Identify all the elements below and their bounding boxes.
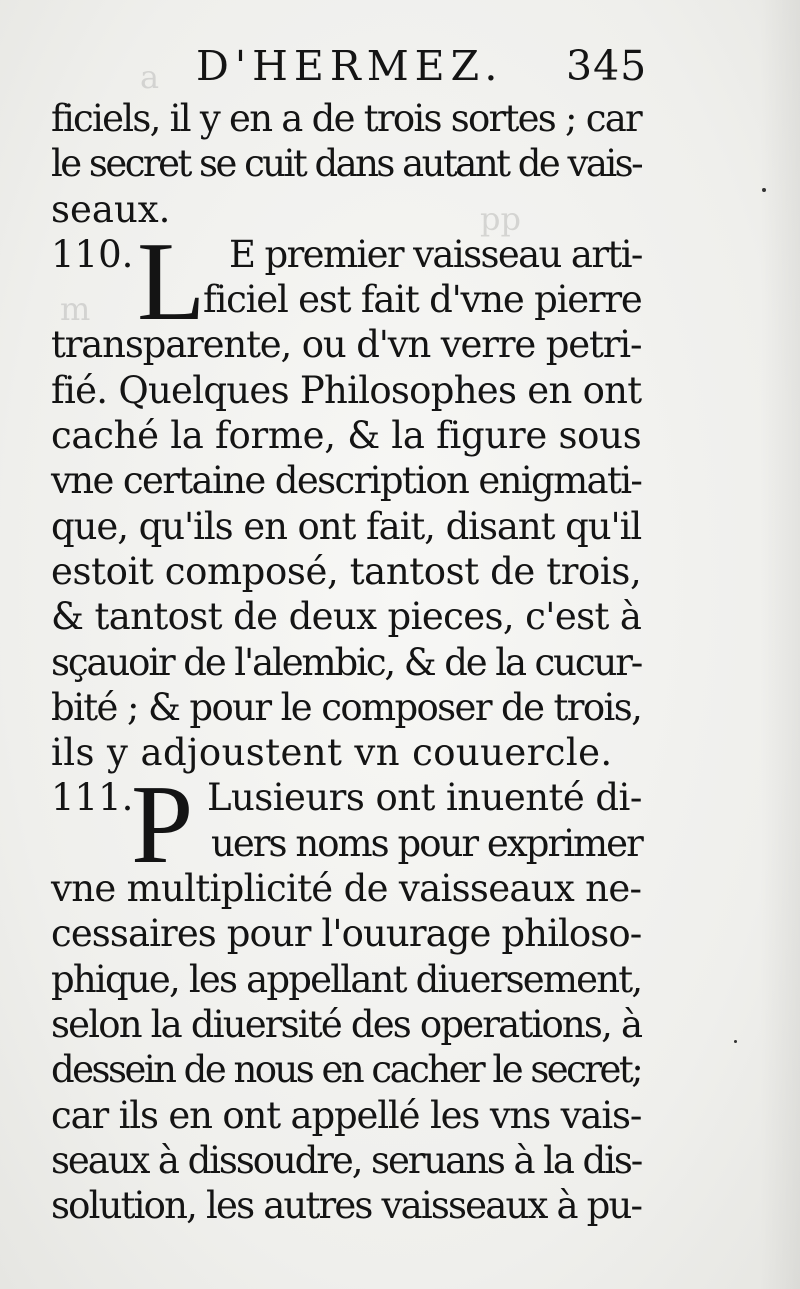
running-head: D'HERMEZ. bbox=[196, 42, 504, 90]
text-line: & tantost de deux pieces, c'est à bbox=[51, 595, 642, 639]
text-line: transparente, ou d'vn verre petri- bbox=[51, 323, 642, 367]
text-line: uers noms pour exprimer bbox=[211, 821, 642, 865]
text-line: vne multiplicité de vaisseaux ne- bbox=[51, 867, 642, 911]
text-line: estoit composé, tantost de trois, bbox=[51, 549, 642, 593]
show-through-mark: a bbox=[140, 58, 160, 96]
text-line: phique, les appellant diuersement, bbox=[51, 957, 642, 1001]
text-line: que, qu'ils en ont fait, disant qu'il bbox=[51, 504, 642, 548]
text-line: vne certaine description enigmati- bbox=[51, 459, 642, 503]
drop-cap: P bbox=[131, 763, 194, 888]
text-line: ficiels, il y en a de trois sortes ; car bbox=[51, 97, 642, 140]
text-line: solution, les autres vaisseaux à pu- bbox=[51, 1184, 642, 1228]
text-line: selon la diuersité des operations, à bbox=[51, 1002, 642, 1046]
paragraph-number: 111. bbox=[51, 776, 134, 820]
drop-cap: L bbox=[137, 219, 206, 344]
ink-speck bbox=[734, 1040, 737, 1043]
text-line: le secret se cuit dans autant de vais- bbox=[51, 142, 642, 186]
page-header bbox=[0, 42, 800, 98]
text-line: cessaires pour l'ouurage philoso- bbox=[51, 912, 642, 956]
paragraph-number: 110. bbox=[51, 232, 134, 276]
text-line: dessein de nous en cacher le secret; bbox=[51, 1048, 642, 1092]
show-through-mark: pp bbox=[480, 200, 521, 238]
body-text bbox=[51, 96, 642, 1228]
text-line: seaux. bbox=[51, 187, 171, 231]
text-line: ficiel est fait d'vne pierre bbox=[203, 278, 642, 322]
ink-speck bbox=[762, 188, 766, 192]
page-edge-shadow bbox=[760, 0, 800, 1289]
text-line: caché la forme, & la figure sous bbox=[51, 414, 642, 458]
text-line: seaux à dissoudre, seruans à la dis- bbox=[51, 1138, 642, 1182]
text-line: sçauoir de l'alembic, & de la cucur- bbox=[51, 640, 642, 684]
text-line: car ils en ont appellé les vns vais- bbox=[51, 1093, 642, 1137]
paragraph-111-first-line: 111. P Lusieurs ont inuenté di- bbox=[51, 763, 642, 888]
page-number: 345 bbox=[566, 42, 648, 90]
text-line: fié. Quelques Philosophes en ont bbox=[51, 368, 642, 412]
show-through-mark: m bbox=[60, 290, 91, 328]
paragraph-110-first-line: 110. L E premier vaisseau arti- bbox=[51, 219, 642, 344]
text-line: ils y adjoustent vn couuercle. bbox=[51, 731, 613, 775]
text-line: bité ; & pour le composer de trois, bbox=[51, 685, 642, 729]
